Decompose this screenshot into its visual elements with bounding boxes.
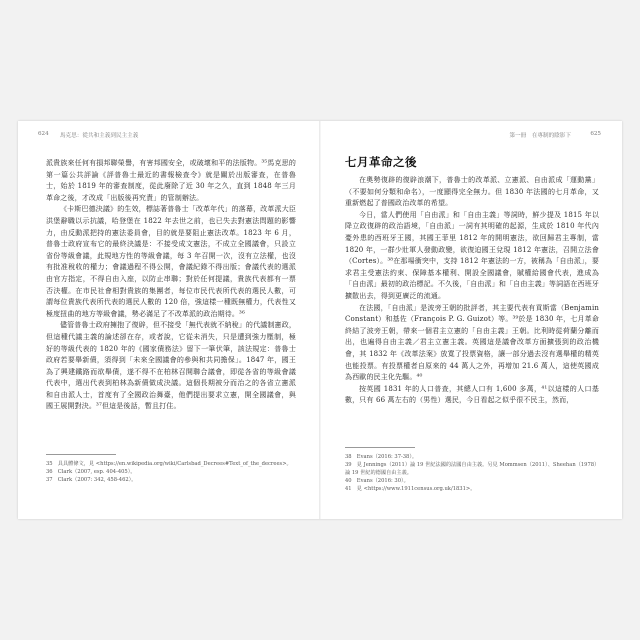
footnote: 39 見 Jennings（2011）論 19 世紀法國的法國自由主義。另見 Mommsen（2011）、Sheehan（1978）論 19 世紀的德國自由主義。 bbox=[345, 462, 597, 476]
footnote: 41 見 <https://www.1911census.org.uk/1831>。 bbox=[345, 486, 476, 492]
footnote: 36 Clark（2007, esp. 404-405）。 bbox=[46, 469, 136, 475]
left-paragraph: 儘管普魯士政府擁抱了復辟，但不接受「無代表就不納稅」的代議制憲政，但這種代議主義的論述卻在存，或者說，它從未消失，只是遭到強力壓制，極好的等級代表的 1820 年的《國家債務法》留下一筆伏筆，該法規定：普魯士政府若要舉新債，須得到「未來全國議會的參與和共同擔保」。1847 年，國王為了興建鐵路而欲舉債，遂不得不在柏林召開聯合議會，即從各省的等級會議代表中，選出代表到柏林為新債做成決議。這個長期被分而治之的各省立憲派和自由派人士，首度有了全國政治舞臺，他們提出要求立憲，開全國議會，與國王展開對決。³⁷但這是後話，暫且打住。 bbox=[46, 321, 296, 411]
left-running-title: 馬克思：從共和主義到民主主義 bbox=[60, 133, 139, 139]
section-heading: 七月革命之後 bbox=[345, 155, 417, 169]
book-spread bbox=[18, 121, 622, 519]
left-paragraph: 《卡斯巴德決議》的生效，標誌著普魯士「改革年代」的落幕，改革派大臣洪堡辭職以示抗議，哈登堡在 1822 年去世之前，也已失去對憲法問題的影響力，由反動派把持的憲法委員會，目的就是要阻止憲法改革。1823 年 6 月，普魯士政府宣布它的最終決議是：不接受成文憲法，不成立全國議會，只設立省份等級會議，此規地方性的等級會議，每 3 年召開一次，沒有立法權，也沒有批准稅收的權力；會議過程不得公開，會議紀錄不得出版；會議代表的選派由官方指定，不得自由入座，以防止串聯；對於任何提議，貴族代表都有一票否決權。在市民社會相對貴族的集團者，每位市民代表所代表的選民人數，可謂每位貴族代表所代表的選民人數的 120 倍，強這樣一種既無權力，代表性又極度扭曲的地方等級會議，勢必滿足了不改革派的政治期待。³⁶ bbox=[46, 205, 296, 318]
right-page-number: 625 bbox=[590, 131, 601, 137]
right-page bbox=[321, 121, 621, 519]
footnote-rule bbox=[46, 454, 116, 455]
left-page-number: 624 bbox=[38, 131, 49, 137]
footnote: 37 Clark（2007: 342, 458-462）。 bbox=[46, 477, 137, 483]
footnote-rule bbox=[345, 447, 415, 448]
right-body bbox=[345, 155, 599, 407]
left-body bbox=[46, 158, 296, 413]
left-page bbox=[18, 121, 318, 519]
footnote: 38 Evans（2016: 37-38）。 bbox=[345, 454, 418, 460]
right-paragraph: 在奧勢復辟的復辟浪潮下，普魯士的改革派、立憲派、自由派成「運動黨」（不要如何分類和命名），一度顯得完全無力。但 1830 年法國的七月革命，又重新燃起了普國政治改革的希望。 bbox=[345, 176, 599, 208]
left-paragraph: 派貴族來任何有損邦聯榮譽，有害邦國安全，或破壞和平的法版物。³⁵馬克思的第一篇公共評論《評普魯士最近的書報檢查令》就是關於出版審查，在普魯士，始於 1819 年的審查制度，從此廢除了近 30 年之久，直到 1848 年三月革命之後，才改成「出版後再究責」的管制辦法。 bbox=[46, 159, 296, 202]
footnote: 40 Evans（2016: 30）。 bbox=[345, 478, 409, 484]
right-running-title: 第一冊 在專制的陰影下 bbox=[509, 133, 571, 139]
right-footnotes bbox=[345, 447, 599, 493]
footnote: 35 具具體條文，見 <https://en.wikipedia.org/wiki/Carlsbad_Decrees#Text_of_the_decrees>。 bbox=[46, 461, 292, 467]
right-paragraph: 在法國，「自由派」是波旁王朝的批評者，其主要代表有貢斯當（Benjamin Constant）和基佐（François P. G. Guizot）等。³⁹於是 1830 年，七月革命終結了波旁王朝，帶來一個君主立憲的「自由主義」王朝。比利時從荷蘭分離而出，也遍得自由主義／君主立憲主義。英國這是議會改革方面擴張到的政治機會，其 1832 年《改革法案》放寬了投票資格，讓一部分過去沒有選舉權的精英也能投票。有投票權者自原來的 44 萬人之外，再增加 21.6 萬人，這使英國成為西歐的民主化先驅。⁴⁰ bbox=[345, 303, 599, 382]
left-footnotes bbox=[46, 454, 296, 484]
right-paragraph: 今日，當人們使用「自由派」和「自由主義」等詞時，鮮少提及 1815 年以降立政復辟的政治語境，「自由派」一詞有其明確的起源，生成於 1810 年代內憂外患的西班牙王國，其國王菲里 1812 年的開明憲法，欲回歸君主專制，當 1820 年，一群少壯軍人發動政變，欲復迫國王兌現 1812 年憲法，召開立法會（Cortes）。³⁸在那場衝突中，支持 1812 年憲法的一方，被稱為「自由派」，要求君主受憲法約束、保障基本權利、開設全國議會，賦權給國會代表，進成為「自由派」最初的政治標記。不久後，「自由派」和「自由主義」等詞語在西班牙擴散出去，得到更廣泛的流通。 bbox=[345, 210, 599, 300]
right-paragraph: 按英國 1831 年的人口普查，其總人口有 1,600 多萬，⁴¹以這樣的人口基數，只有 66 萬左右的（男性）選民，今日看起之似乎很不民主，然而， bbox=[345, 384, 599, 405]
